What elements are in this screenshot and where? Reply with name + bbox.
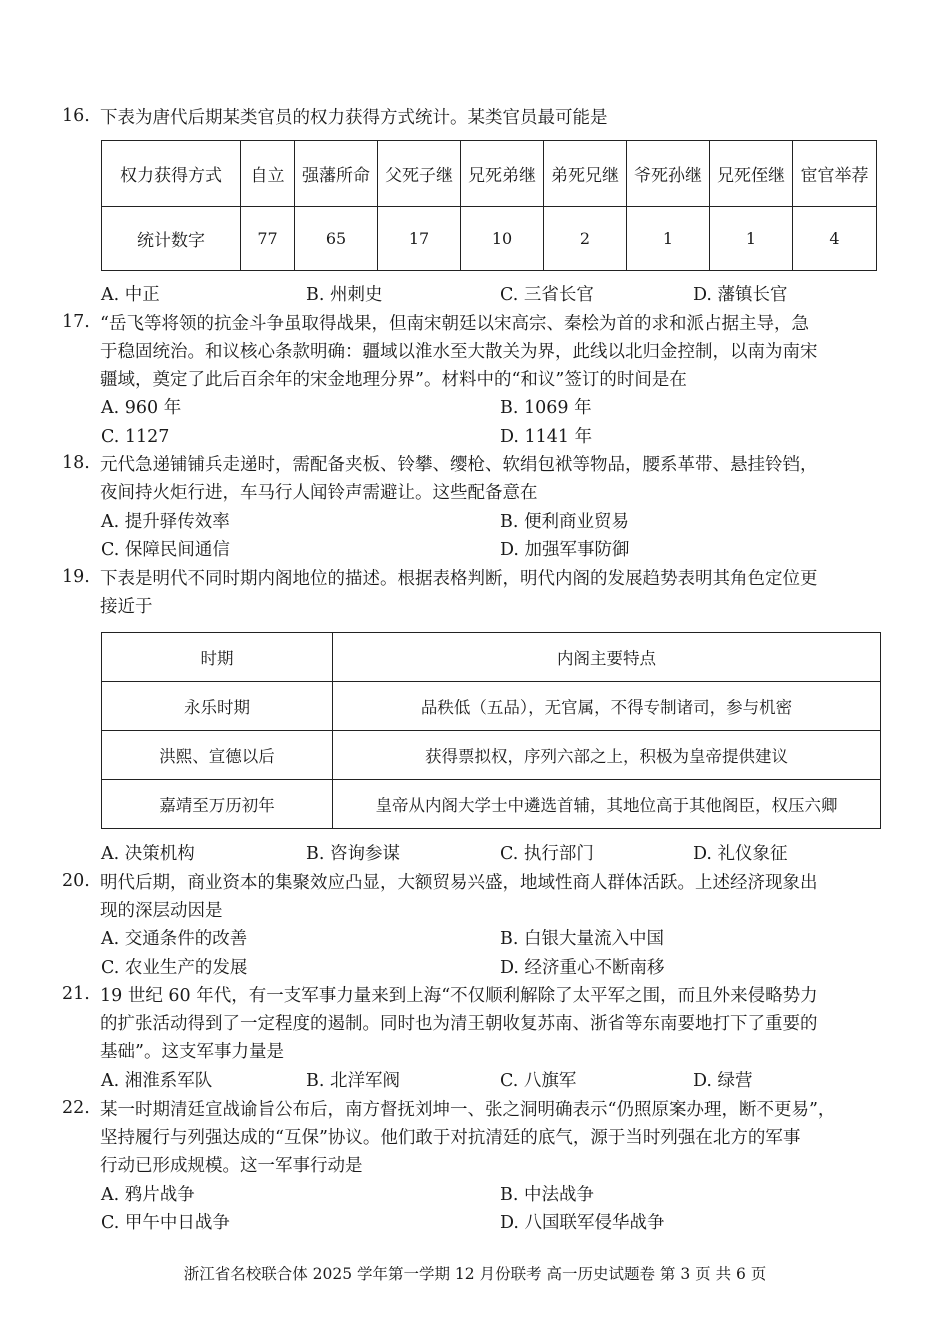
table-row-label: 嘉靖至万历初年	[102, 780, 333, 829]
question-19-stem-line-1: 下表是明代不同时期内阁地位的描述。根据表格判断，明代内阁的发展趋势表明其角色定位更	[100, 569, 818, 589]
question-19-number: 19.	[62, 567, 90, 587]
question-16-stem: 下表为唐代后期某类官员的权力获得方式统计。某类官员最可能是	[100, 108, 608, 128]
table-header-cell: 强藩所命	[295, 141, 378, 207]
question-20-stem-line-1: 明代后期，商业资本的集聚效应凸显，大额贸易兴盛，地域性商人群体活跃。上述经济现象出	[100, 873, 818, 893]
table-cell: 65	[295, 207, 378, 271]
table-cell: 10	[461, 207, 544, 271]
question-17-stem-line-3: 疆域，奠定了此后百余年的宋金地理分界”。材料中的“和议”签订的时间是在	[100, 370, 687, 390]
question-19-stem-line-2: 接近于	[100, 597, 153, 617]
table-header-cell: 弟死兄继	[544, 141, 627, 207]
question-19-option-c: C. 执行部门	[500, 844, 594, 864]
table-header-cell: 兄死弟继	[461, 141, 544, 207]
question-17-number: 17.	[62, 312, 90, 332]
question-17-option-d: D. 1141 年	[500, 427, 593, 447]
question-20-option-b: B. 白银大量流入中国	[500, 929, 664, 949]
table-header-cell: 兄死侄继	[710, 141, 793, 207]
question-20-option-c: C. 农业生产的发展	[101, 958, 248, 978]
table-cell: 17	[378, 207, 461, 271]
question-22-stem-line-2: 坚持履行与列强达成的“互保”协议。他们敢于对抗清廷的底气，源于当时列强在北方的军事	[100, 1128, 801, 1148]
table-header-cell: 时期	[102, 633, 333, 682]
question-18-option-a: A. 提升驿传效率	[101, 512, 230, 532]
question-21-option-c: C. 八旗军	[500, 1071, 577, 1091]
question-19-option-d: D. 礼仪象征	[693, 844, 788, 864]
question-17-option-b: B. 1069 年	[500, 398, 592, 418]
table-cell: 1	[627, 207, 710, 271]
question-17-option-a: A. 960 年	[101, 398, 182, 418]
table-row-label: 永乐时期	[102, 682, 333, 731]
question-22-number: 22.	[62, 1098, 90, 1118]
question-18-stem-line-1: 元代急递铺铺兵走递时，需配备夹板、铃攀、缨枪、软绢包袱等物品，腰系革带、悬挂铃铛，	[100, 455, 818, 475]
question-22-option-d: D. 八国联军侵华战争	[500, 1213, 665, 1233]
table-header-cell: 权力获得方式	[102, 141, 241, 207]
question-18-number: 18.	[62, 453, 90, 473]
question-16-option-d: D. 藩镇长官	[693, 285, 788, 305]
question-16-option-c: C. 三省长官	[500, 285, 594, 305]
question-21-stem-line-1: 19 世纪 60 年代，有一支军事力量来到上海“不仅顺利解除了太平军之围，而且外来侵略势力	[100, 986, 818, 1006]
table-row-label: 统计数字	[102, 207, 241, 271]
question-20-option-d: D. 经济重心不断南移	[500, 958, 665, 978]
question-21-option-a: A. 湘淮系军队	[101, 1071, 213, 1091]
table-cell: 皇帝从内阁大学士中遴选首辅，其地位高于其他阁臣，权压六卿	[333, 780, 881, 829]
question-22-option-a: A. 鸦片战争	[101, 1185, 195, 1205]
question-16-table	[101, 140, 877, 271]
table-cell: 77	[241, 207, 295, 271]
question-17-stem-line-1: “岳飞等将领的抗金斗争虽取得战果，但南宋朝廷以宋高宗、秦桧为首的求和派占据主导，急	[100, 314, 809, 334]
question-21-option-b: B. 北洋军阀	[306, 1071, 400, 1091]
question-19-option-b: B. 咨询参谋	[306, 844, 400, 864]
question-18-option-d: D. 加强军事防御	[500, 540, 630, 560]
table-cell: 获得票拟权，序列六部之上，积极为皇帝提供建议	[333, 731, 881, 780]
table-cell: 4	[793, 207, 877, 271]
table-header-cell: 父死子继	[378, 141, 461, 207]
table-header-cell: 宦官举荐	[793, 141, 877, 207]
question-21-stem-line-3: 基础”。这支军事力量是	[100, 1042, 284, 1062]
table-cell: 2	[544, 207, 627, 271]
question-16-number: 16.	[62, 106, 90, 126]
question-18-option-c: C. 保障民间通信	[101, 540, 230, 560]
table-cell: 1	[710, 207, 793, 271]
question-19-option-a: A. 决策机构	[101, 844, 195, 864]
table-header-cell: 爷死孙继	[627, 141, 710, 207]
question-22-stem-line-3: 行动已形成规模。这一军事行动是	[100, 1156, 363, 1176]
table-header-cell: 自立	[241, 141, 295, 207]
page-footer: 浙江省名校联合体 2025 学年第一学期 12 月份联考 高一历史试题卷 第 3 页 共 6 页	[183, 1265, 767, 1283]
question-22-stem-line-1: 某一时期清廷宣战谕旨公布后，南方督抚刘坤一、张之洞明确表示“仍照原案办理，断不更易”，	[100, 1100, 836, 1120]
question-20-number: 20.	[62, 871, 90, 891]
question-16-option-a: A. 中正	[101, 285, 160, 305]
question-20-stem-line-2: 现的深层动因是	[100, 901, 223, 921]
question-22-option-c: C. 甲午中日战争	[101, 1213, 230, 1233]
question-22-option-b: B. 中法战争	[500, 1185, 594, 1205]
table-header-cell: 内阁主要特点	[333, 633, 881, 682]
question-21-number: 21.	[62, 984, 90, 1004]
question-21-option-d: D. 绿营	[693, 1071, 753, 1091]
question-19-table	[101, 632, 881, 829]
question-18-option-b: B. 便利商业贸易	[500, 512, 629, 532]
table-row-label: 洪熙、宣德以后	[102, 731, 333, 780]
question-21-stem-line-2: 的扩张活动得到了一定程度的遏制。同时也为清王朝收复苏南、浙省等东南要地打下了重要的	[100, 1014, 818, 1034]
question-16-option-b: B. 州刺史	[306, 285, 383, 305]
table-cell: 品秩低（五品），无官属，不得专制诸司，参与机密	[333, 682, 881, 731]
question-20-option-a: A. 交通条件的改善	[101, 929, 248, 949]
question-17-option-c: C. 1127	[101, 427, 170, 447]
question-18-stem-line-2: 夜间持火炬行进，车马行人闻铃声需避让。这些配备意在	[100, 483, 538, 503]
question-17-stem-line-2: 于稳固统治。和议核心条款明确：疆域以淮水至大散关为界，此线以北归金控制，以南为南宋	[100, 342, 818, 362]
